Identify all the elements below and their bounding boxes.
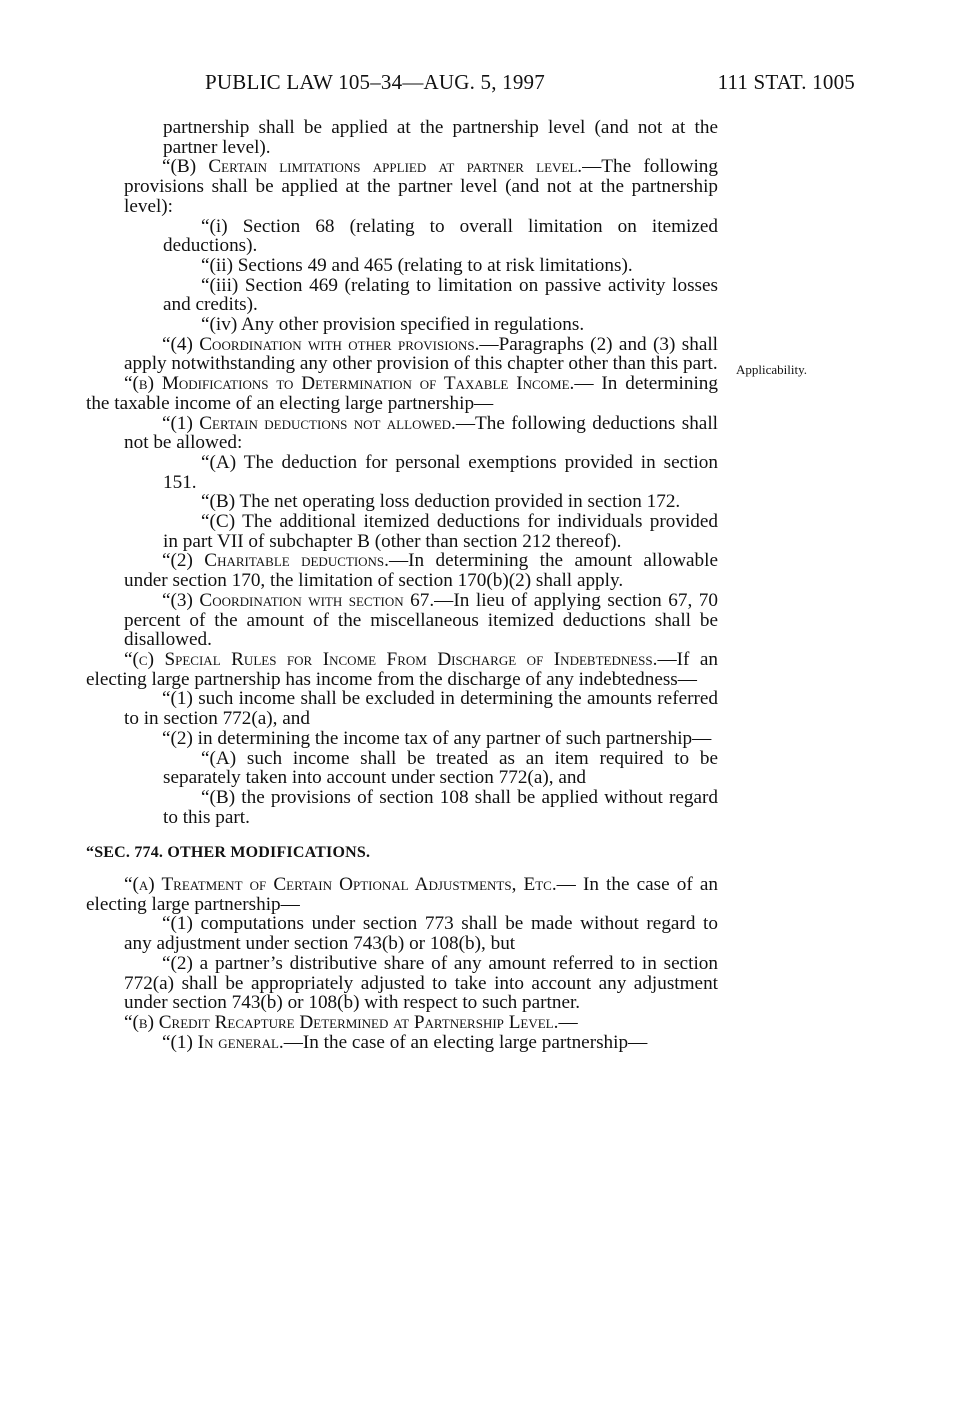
paragraph-text: “(A) such income shall be treated as an item required to be separately taken into account under section 772(a), and — [163, 747, 718, 789]
paragraph-text: — In determining the taxable income of an electing large partnership— — [86, 373, 718, 414]
statute-paragraph — [86, 749, 718, 788]
paragraph-text: “SEC. 774. OTHER MODIFICATIONS. — [86, 844, 371, 862]
statute-paragraph — [86, 453, 718, 492]
paragraph-heading: “(2) Charitable deductions. — [162, 550, 389, 572]
paragraph-text: “(iii) Section 469 (relating to limitation on passive activity losses and credits). — [163, 274, 718, 316]
statute-paragraph — [86, 256, 718, 276]
statute-paragraph — [86, 157, 718, 216]
header-law-citation: PUBLIC LAW 105–34—AUG. 5, 1997 — [205, 70, 545, 94]
statute-paragraph — [86, 875, 718, 914]
paragraph-text: “(B) the provisions of section 108 shall be applied without regard to this part. — [163, 786, 718, 828]
statute-paragraph — [86, 512, 718, 551]
margin-note: Applicability. — [736, 362, 808, 377]
paragraph-heading: “(c) Special Rules for Income From Discharge of Indebtedness. — [124, 648, 658, 670]
statute-paragraph — [86, 551, 718, 590]
statute-paragraph — [86, 374, 718, 413]
paragraph-text: “(i) Section 68 (relating to overall limitation on itemized deductions). — [163, 215, 718, 257]
paragraph-text: “(A) The deduction for personal exemptions provided in section 151. — [163, 451, 718, 493]
paragraph-text: —In determining the amount allowable under section 170, the limitation of section 170(b)(2) shall apply. — [124, 550, 719, 592]
statute-paragraph — [86, 954, 718, 1013]
paragraph-heading: “(1) Certain deductions not allowed. — [162, 412, 456, 434]
paragraph-heading: “(4) Coordination with other provisions. — [162, 333, 480, 355]
paragraph-text: —In the case of an electing large partnership— — [283, 1031, 648, 1053]
paragraph-text: “(ii) Sections 49 and 465 (relating to at risk limitations). — [201, 254, 633, 276]
paragraph-text: “(2) a partner’s distributive share of any amount referred to in section 772(a) shall be appropriately adjusted to take into account any adjustment under section 743(b) or 108(b) with respect to such partner. — [124, 952, 718, 1014]
statute-paragraph — [86, 1033, 718, 1053]
statute-paragraph — [86, 689, 718, 728]
paragraph-heading: “(b) Modifications to Determination of Taxable Income. — [124, 373, 575, 395]
statute-paragraph — [86, 414, 718, 453]
statute-paragraph — [86, 788, 718, 827]
header-page-number: 111 STAT. 1005 — [717, 70, 855, 94]
paragraph-heading: “(B) Certain limitations applied at partner level. — [162, 156, 583, 178]
paragraph-heading: “(1) In general. — [162, 1031, 284, 1053]
paragraph-text: “(2) in determining the income tax of any partner of such partnership— — [162, 727, 712, 749]
paragraph-text: —If an electing large partnership has income from the discharge of any indebtedness— — [86, 648, 719, 690]
running-header — [205, 70, 855, 100]
paragraph-text: “(1) such income shall be excluded in determining the amounts referred to in section 772(a), and — [124, 688, 718, 730]
statute-paragraph — [86, 276, 718, 315]
statute-paragraph — [86, 335, 718, 374]
paragraph-text: partnership shall be applied at the partnership level (and not at the partner level). — [163, 117, 718, 158]
statute-paragraph — [86, 914, 718, 953]
paragraph-text: —The following deductions shall not be allowed: — [124, 412, 718, 454]
statute-paragraph — [86, 729, 718, 749]
paragraph-text: — In the case of an electing large partnership— — [86, 874, 718, 915]
statute-body — [86, 118, 718, 1052]
paragraph-text: “(B) The net operating loss deduction provided in section 172. — [201, 491, 681, 513]
statute-paragraph — [86, 315, 718, 335]
statute-paragraph — [86, 217, 718, 256]
statute-paragraph — [86, 650, 718, 689]
paragraph-text: —The following provisions shall be applied at the partner level (and not at the partnership level): — [124, 156, 718, 217]
paragraph-text: — — [558, 1011, 578, 1033]
section-heading — [86, 843, 718, 863]
paragraph-heading: “(a) Treatment of Certain Optional Adjustments, Etc. — [124, 874, 557, 896]
statute-paragraph — [86, 591, 718, 650]
paragraph-text: —In lieu of applying section 67, 70 percent of the amount of the miscellaneous itemized deductions shall be disallowed. — [124, 589, 718, 651]
statute-paragraph — [86, 492, 718, 512]
paragraph-heading: “(3) Coordination with section 67. — [162, 589, 435, 611]
paragraph-text: “(iv) Any other provision specified in regulations. — [201, 314, 585, 336]
paragraph-text: “(1) computations under section 773 shall be made without regard to any adjustment under section 743(b) or 108(b), but — [124, 913, 718, 955]
paragraph-text: “(C) The additional itemized deductions for individuals provided in part VII of subchapter B (other than section 212 thereof). — [163, 511, 718, 552]
paragraph-text: —Paragraphs (2) and (3) shall apply notwithstanding any other provision of this chapter other than this part. — [124, 333, 718, 375]
statute-paragraph — [86, 1013, 718, 1033]
statute-paragraph — [86, 118, 718, 157]
paragraph-heading: “(b) Credit Recapture Determined at Partnership Level. — [124, 1011, 559, 1033]
